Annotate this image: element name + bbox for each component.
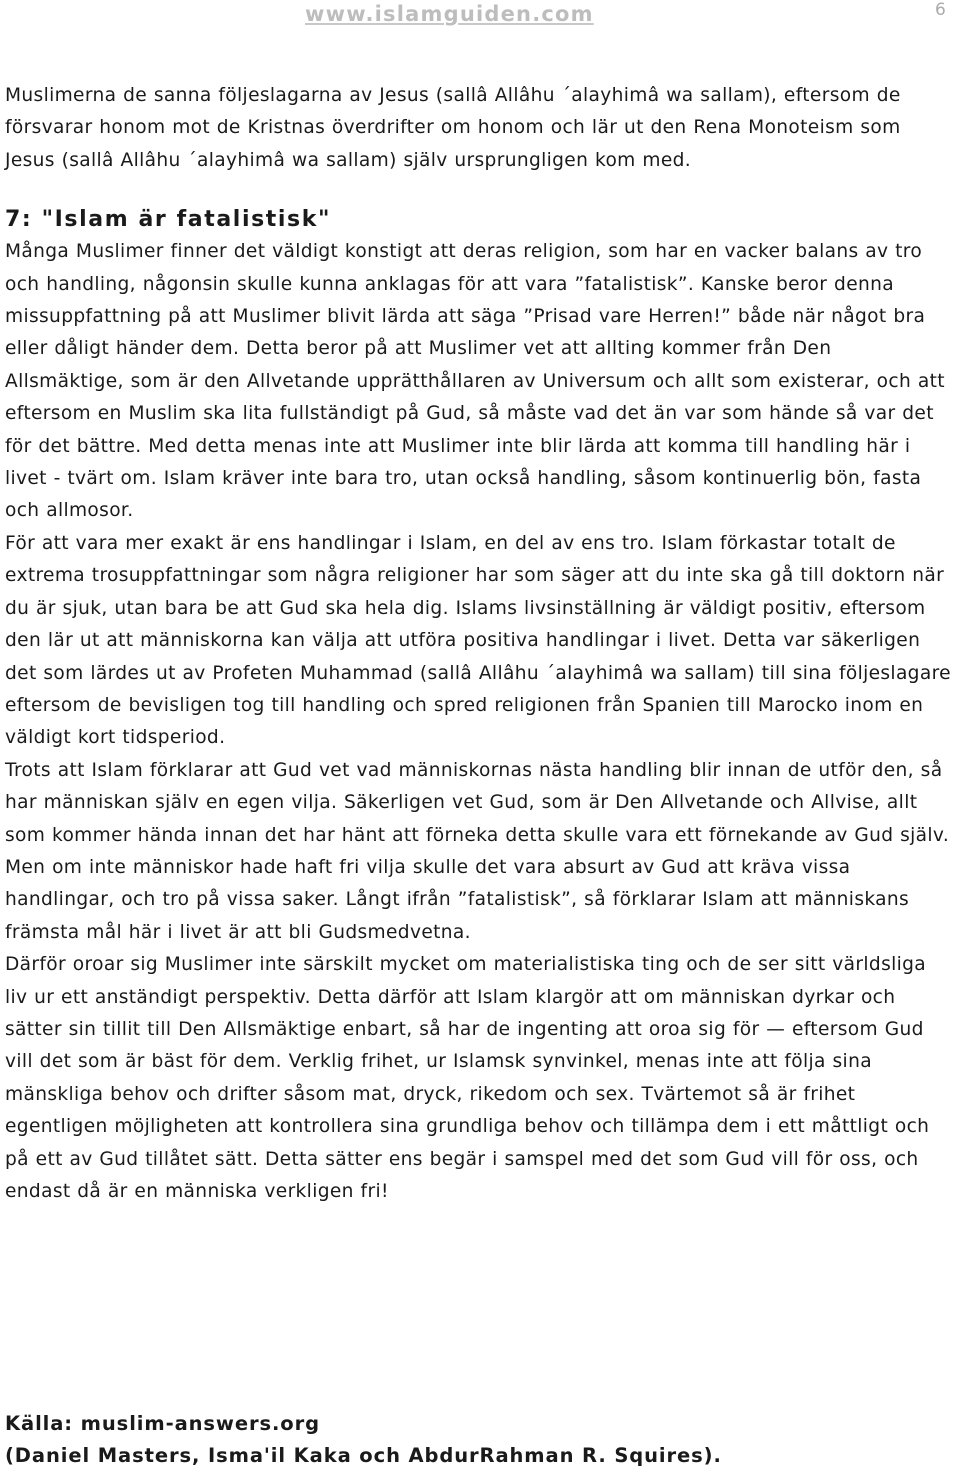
intro-paragraph: Muslimerna de sanna följeslagarna av Jesus (sallâ Allâhu ´alayhimâ wa sallam), eftersom de försvarar honom mot de Kristnas överdrifter om honom och lär ut den Rena Monoteism som Jesus (sallâ Allâhu ´alayhimâ wa sallam) själv ursprungligen kom med. (5, 85, 901, 171)
section-heading: 7: "Islam är fatalistisk" (5, 207, 332, 233)
source-citation (5, 1408, 955, 1472)
body-paragraph-1: Många Muslimer finner det väldigt konstigt att deras religion, som har en vacker balans av tro och handling, någonsin skulle kunna anklagas för att vara ”fatalistisk”. Kanske beror denna missuppfattning på att Muslimer blivit lärda att säga ”Prisad vare Herren!” både när något bra eller dåligt händer dem. Detta beror på att Muslimer vet att allting kommer från Den Allsmäktige, som är den Allvetande upprätthållaren av Universum och allt som existerar, och att eftersom en Muslim ska lita fullständigt på Gud, så måste vad det än var som hände så var det för det bättre. Med detta menas inte att Muslimer inte blir lärda att komma till handling här i livet - tvärt om. Islam kräver inte bara tro, utan också handling, såsom kontinuerlig bön, fasta och allmosor. (5, 241, 945, 522)
body-paragraph-3: Trots att Islam förklarar att Gud vet vad människornas nästa handling blir innan de utför den, så har människan själv en egen vilja. Säkerligen vet Gud, som är Den Allvetande och Allvise, allt som kommer hända innan det har hänt att förneka detta skulle vara ett förnekande av Gud själv. Men om inte människor hade haft fri vilja skulle det vara absurt av Gud att kräva vissa handlingar, och tro på vissa saker. Långt ifrån ”fatalistisk”, så förklarar Islam att människans främsta mål här i livet är att bli Gudsmedvetna. (5, 759, 950, 943)
article-body (5, 80, 955, 1208)
page-number: 6 (935, 0, 946, 20)
body-paragraph-4: Därför oroar sig Muslimer inte särskilt mycket om materialistiska ting och de ser sitt världsliga liv ur ett anständigt perspektiv. Detta därför att Islam klargör att om människan dyrkar och sätter sin tillit till Den Allsmäktige enbart, så har de ingenting att oroa sig för — eftersom Gud vill det som är bäst för dem. Verklig frihet, ur Islamsk synvinkel, menas inte att följa sina mänskliga behov och drifter såsom mat, dryck, rikedom och sex. Tvärtemot så är frihet egentligen möjligheten att kontrollera sina grundliga behov och tillämpa dem i ett måttligt och på ett av Gud tillåtet sätt. Detta sätter ens begär i samspel med det som Gud vill för oss, och endast då är en människa verkligen fri! (5, 954, 930, 1202)
site-link[interactable]: www.islamguiden.com (305, 2, 594, 26)
body-paragraph-2: För att vara mer exakt är ens handlingar i Islam, en del av ens tro. Islam förkastar totalt de extrema trosuppfattningar som några religioner har som säger att du inte ska gå till doktorn när du är sjuk, utan bara be att Gud ska hela dig. Islams livsinställning är väldigt positiv, eftersom den lär ut att människorna kan välja att utföra positiva handlingar i livet. Detta var säkerligen det som lärdes ut av Profeten Muhammad (sallâ Allâhu ´alayhimâ wa sallam) till sina följeslagare eftersom de bevisligen tog till handling och spred religionen från Spanien till Marocko inom en väldigt kort tidsperiod. (5, 532, 951, 749)
source-authors: (Daniel Masters, Isma'il Kaka och AbdurRahman R. Squires). (5, 1444, 722, 1467)
source-label: Källa: muslim-answers.org (5, 1412, 320, 1435)
